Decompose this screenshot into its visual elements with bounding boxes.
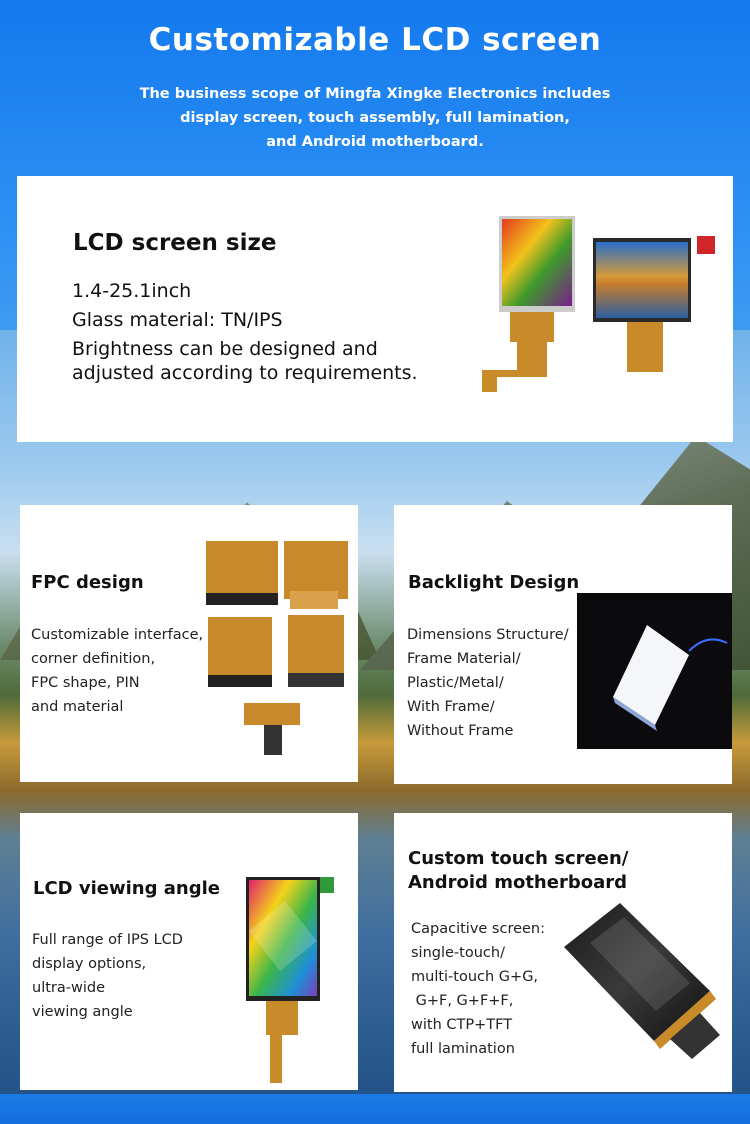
text-line: single-touch/ [411, 945, 505, 961]
backlight-text [407, 623, 569, 743]
text-line: Full range of IPS LCD [32, 932, 183, 948]
fpc-samples-image [202, 533, 352, 769]
text-line: and material [31, 699, 124, 715]
touch-screen-text [411, 917, 545, 1061]
text-line: Frame Material/ [407, 651, 521, 667]
touch-panel-image [560, 899, 730, 1069]
text-line: With Frame/ [407, 699, 495, 715]
viewing-angle-card [20, 813, 358, 1090]
text-line: adjusted according to requirements. [72, 362, 418, 384]
text-line: full lamination [411, 1041, 515, 1057]
fpc-title: FPC design [31, 572, 144, 593]
lcd-size-card [17, 176, 733, 442]
page-title: Customizable LCD screen [148, 22, 602, 58]
title-line: Android motherboard [408, 872, 627, 893]
backlight-card [394, 505, 732, 784]
touch-screen-title [408, 847, 628, 895]
backlight-image [577, 593, 732, 749]
ips-lcd-image [240, 871, 340, 1085]
text-line: FPC shape, PIN [31, 675, 140, 691]
backlight-title: Backlight Design [408, 572, 580, 593]
lcd-modules-image [477, 212, 717, 402]
lcd-size-title: LCD screen size [73, 230, 277, 256]
text-line: Plastic/Metal/ [407, 675, 504, 691]
text-line: Without Frame [407, 723, 514, 739]
page-subtitle [0, 82, 750, 154]
viewing-angle-text [32, 928, 183, 1024]
subtitle-line: The business scope of Mingfa Xingke Electronics includes [139, 86, 611, 102]
text-line: Customizable interface, [31, 627, 204, 643]
fpc-card [20, 505, 358, 782]
text-line: multi-touch G+G, [411, 969, 539, 985]
text-line: Brightness can be designed and [72, 338, 378, 360]
text-line: Capacitive screen: [411, 921, 546, 937]
title-line: Custom touch screen/ [408, 848, 629, 869]
text-line: 1.4-25.1inch [72, 280, 192, 302]
fpc-text [31, 623, 203, 719]
text-line: display options, [32, 956, 147, 972]
text-line: viewing angle [32, 1004, 133, 1020]
text-line: ultra-wide [32, 980, 105, 996]
text-line: G+F, G+F+F, [411, 993, 514, 1009]
footer-band [0, 1094, 750, 1124]
subtitle-line: display screen, touch assembly, full lamination, [180, 110, 570, 126]
text-line: with CTP+TFT [411, 1017, 513, 1033]
touch-screen-card [394, 813, 732, 1092]
subtitle-line: and Android motherboard. [266, 134, 484, 150]
text-line: Dimensions Structure/ [407, 627, 569, 643]
text-line: Glass material: TN/IPS [72, 309, 283, 331]
text-line: corner definition, [31, 651, 156, 667]
lcd-size-text [72, 277, 418, 388]
viewing-angle-title: LCD viewing angle [33, 878, 220, 899]
